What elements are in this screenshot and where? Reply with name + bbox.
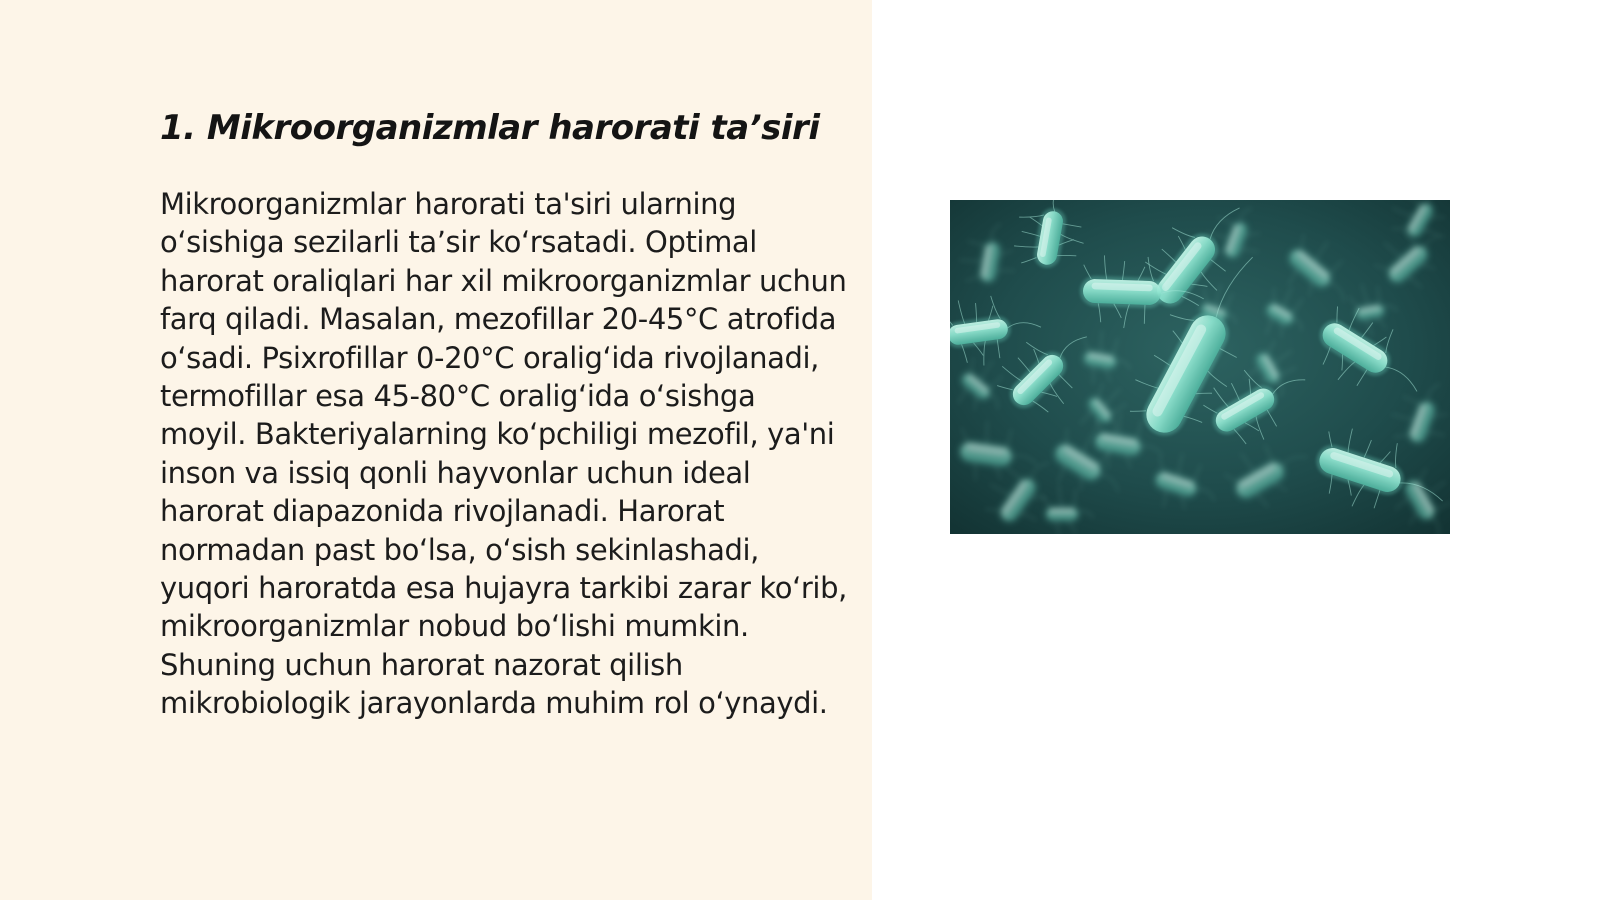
slide-title: 1. Mikroorganizmlar harorati ta’siri — [160, 108, 820, 148]
bacteria-image — [950, 200, 1450, 534]
slide-body-text: Mikroorganizmlar harorati ta'siri ularning o‘sishiga sezilarli ta’sir ko‘rsatadi. Optimal harorat oraliqlari har xil mikroorganizmlar uchun farq qiladi. Masalan, mezofillar 20-45°C atrofida o‘sadi. Psixrofillar 0-20°C oralig‘ida rivojlanadi, termofillar esa 45-80°C oralig‘ida o‘sishga moyil. Bakteriyalarning ko‘pchiligi mezofil, ya'ni inson va issiq qonli hayvonlar uchun ideal harorat diapazonida rivojlanadi. Harorat normadan past bo‘lsa, o‘sish sekinlashadi, yuqori haroratda esa hujayra tarkibi zarar ko‘rib, mikroorganizmlar nobud bo‘lishi mumkin. Shuning uchun harorat nazorat qilish mikrobiologik jarayonlarda muhim rol o‘ynaydi. — [160, 187, 847, 721]
